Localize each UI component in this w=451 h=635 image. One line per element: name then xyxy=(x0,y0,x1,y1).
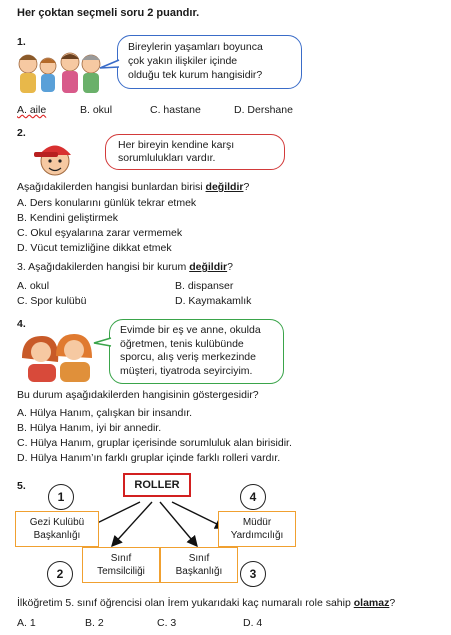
question-4-speech-bubble xyxy=(109,319,284,384)
q1-option-b[interactable]: B. okul xyxy=(80,104,113,116)
family-illustration xyxy=(14,46,106,98)
role-box-2 xyxy=(82,547,160,583)
question-end: ? xyxy=(227,261,233,273)
role-line: Sınıf xyxy=(110,553,132,564)
q1-option-d[interactable]: D. Dershane xyxy=(234,104,293,116)
q2-option-b[interactable]: B. Kendini geliştirmek xyxy=(17,212,118,224)
q5-option-c[interactable]: C. 3 xyxy=(157,617,177,629)
question-text: İlköğretim 5. sınıf öğrencisi olan İrem yukarıdaki kaç numaralı role sahip xyxy=(17,597,354,609)
role-line: Yardımcılığı xyxy=(230,530,284,541)
role-line: Sınıf xyxy=(188,553,210,564)
q2-option-a[interactable]: A. Ders konularını günlük tekrar etmek xyxy=(17,197,197,209)
q5-option-b[interactable]: B. 2 xyxy=(85,617,104,629)
question-5-text xyxy=(17,597,395,609)
role-line: Başkanlığı xyxy=(175,566,223,577)
bubble-line: çok yakın ilişkiler içinde xyxy=(128,55,238,67)
role-box-3 xyxy=(160,547,238,583)
role-line: Temsilciliği xyxy=(97,566,145,577)
question-5-number: 5. xyxy=(17,480,26,492)
q3-option-c[interactable]: C. Spor kulübü xyxy=(17,295,87,307)
boy-cap-illustration xyxy=(30,136,80,180)
question-3-text xyxy=(17,261,233,273)
family-person-1 xyxy=(19,55,37,93)
question-1-number: 1. xyxy=(17,36,26,48)
role-number-2: 2 xyxy=(47,561,73,587)
q1-option-a[interactable]: A. aile xyxy=(17,104,47,116)
q4-option-b[interactable]: B. Hülya Hanım, iyi bir annedir. xyxy=(17,422,162,434)
family-person-3 xyxy=(61,53,79,93)
role-box-1 xyxy=(15,511,99,547)
bubble-tail xyxy=(98,58,120,72)
q5-option-a[interactable]: A. 1 xyxy=(17,617,36,629)
question-emphasis: değildir xyxy=(189,261,228,273)
question-emphasis: olamaz xyxy=(353,597,390,609)
bubble-line: olduğu tek kurum hangisidir? xyxy=(128,69,263,81)
arrow-to-role-2 xyxy=(112,502,152,546)
q3-option-d[interactable]: D. Kaymakamlık xyxy=(175,295,252,307)
question-4-number: 4. xyxy=(17,318,26,330)
bubble-tail xyxy=(92,336,112,350)
q5-option-d[interactable]: D. 4 xyxy=(243,617,263,629)
bubble-line: öğretmen, tenis kulübünde xyxy=(120,337,244,350)
question-4-text: Bu durum aşağıdakilerden hangisinin göstergesidir? xyxy=(17,389,259,401)
bubble-line: Evimde bir eş ve anne, okulda xyxy=(120,324,261,336)
bubble-line: Bireylerin yaşamları boyunca xyxy=(128,41,263,53)
page-header: Her çoktan seçmeli soru 2 puandır. xyxy=(17,7,200,19)
woman-2 xyxy=(56,334,92,382)
women-illustration xyxy=(18,328,96,384)
question-text: Aşağıdakilerden hangisi bunlardan birisi xyxy=(17,181,206,193)
bubble-line: müşteri, tiyatroda seyirciyim. xyxy=(120,364,253,377)
role-line: Başkanlığı xyxy=(33,530,81,541)
q2-option-d[interactable]: D. Vücut temizliğine dikkat etmek xyxy=(17,242,172,254)
question-end: ? xyxy=(243,181,250,193)
question-end: ? xyxy=(389,597,396,609)
woman-1 xyxy=(22,336,58,382)
role-line: Müdür xyxy=(242,517,272,528)
q1-option-c[interactable]: C. hastane xyxy=(150,104,201,116)
q2-option-c[interactable]: C. Okul eşyalarına zarar vermemek xyxy=(17,227,183,239)
roles-title-box: ROLLER xyxy=(123,473,191,497)
role-number-1: 1 xyxy=(48,484,74,510)
family-person-2 xyxy=(40,58,56,92)
bubble-line: sporcu, alış veriş merkezinde xyxy=(120,351,256,363)
q3-option-b[interactable]: B. dispanser xyxy=(175,280,234,292)
role-number-4: 4 xyxy=(240,484,266,510)
bubble-line: Her bireyin kendine karşı xyxy=(118,139,235,151)
arrow-to-role-3 xyxy=(160,502,197,546)
question-2-number: 2. xyxy=(17,127,26,139)
question-2-text xyxy=(17,181,249,193)
q4-option-c[interactable]: C. Hülya Hanım, gruplar içerisinde sorumluluk alan birisidir. xyxy=(17,437,292,449)
role-line: Gezi Kulübü xyxy=(29,517,85,528)
question-2-speech-bubble xyxy=(105,134,285,170)
q3-option-a[interactable]: A. okul xyxy=(17,280,50,292)
role-box-4 xyxy=(218,511,296,547)
question-text: 3. Aşağıdakilerden hangisi bir kurum xyxy=(17,261,190,273)
q4-option-d[interactable]: D. Hülya Hanım’ın farklı gruplar içinde farklı rolleri vardır. xyxy=(17,452,281,464)
bubble-line: sorumlulukları vardır. xyxy=(118,152,216,164)
question-emphasis: değildir xyxy=(205,181,244,193)
q4-option-a[interactable]: A. Hülya Hanım, çalışkan bir insandır. xyxy=(17,407,193,419)
role-number-3: 3 xyxy=(240,561,266,587)
question-1-speech-bubble xyxy=(117,35,302,89)
